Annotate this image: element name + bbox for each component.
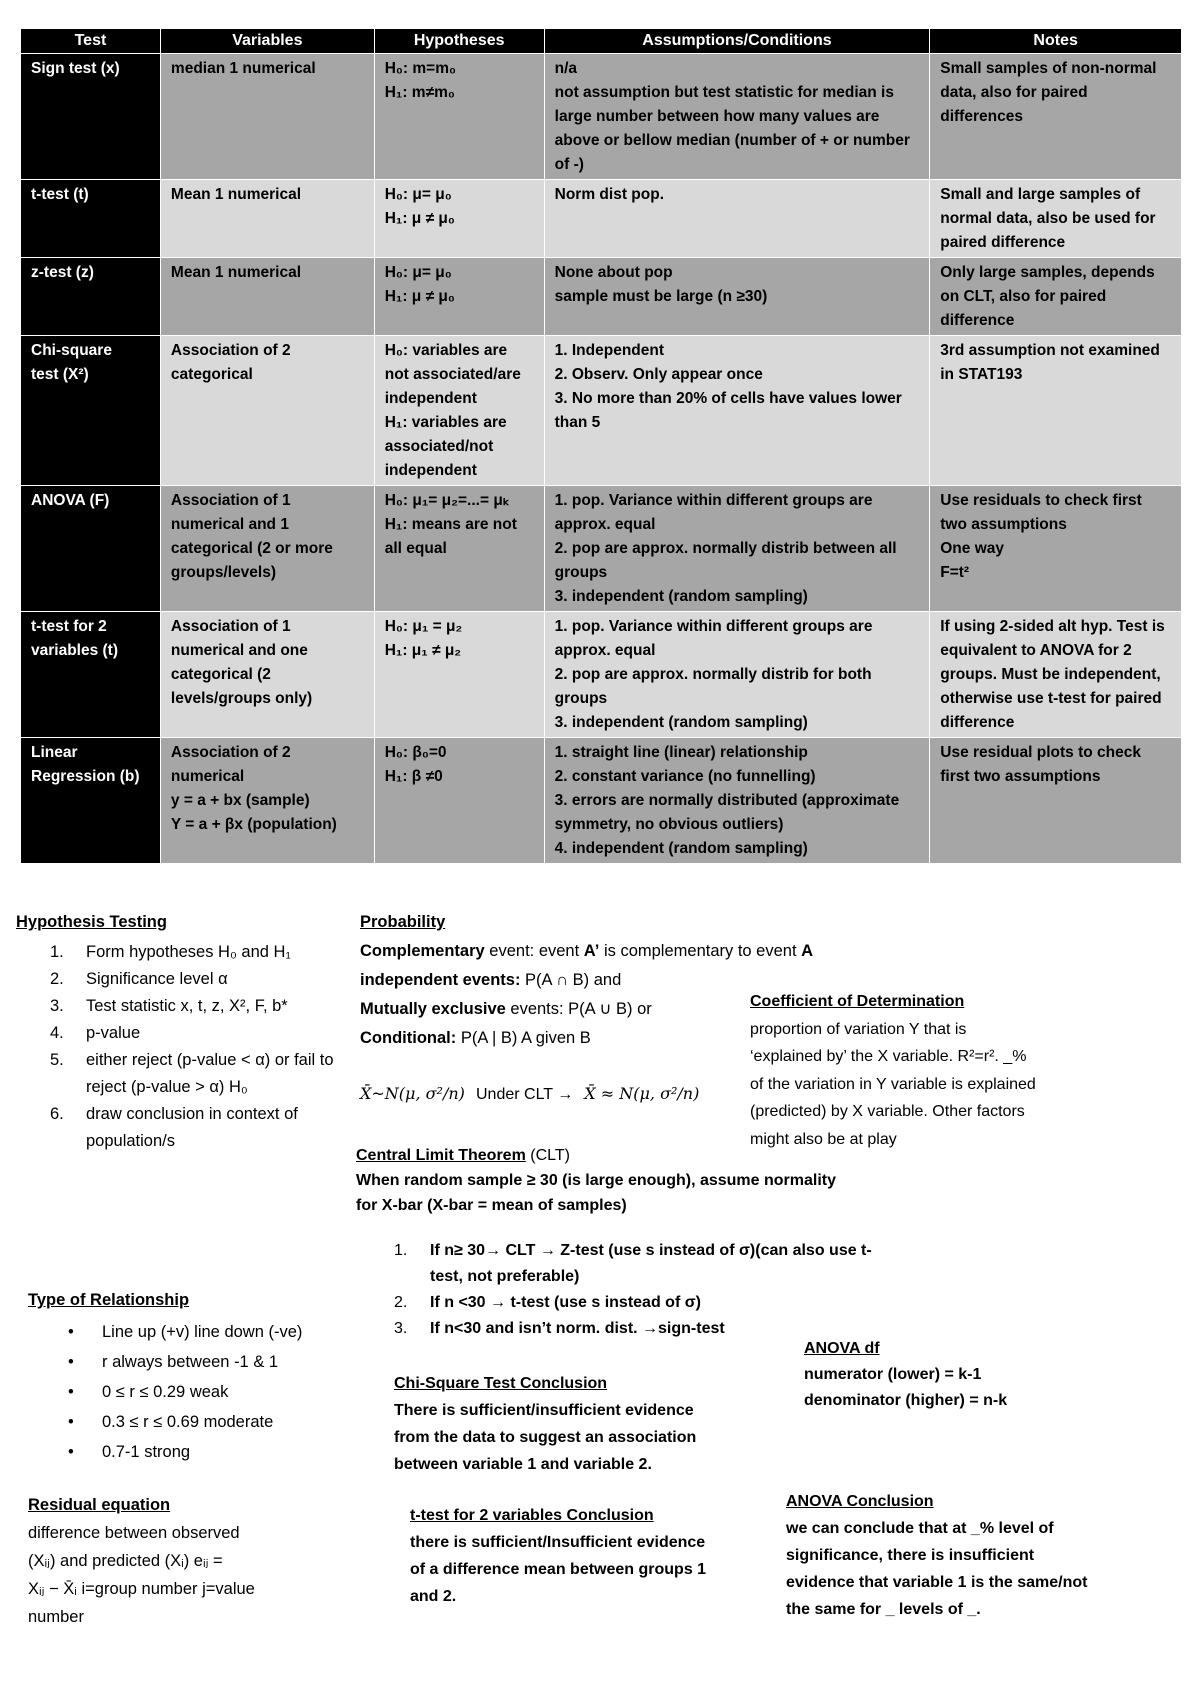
assumptions-line: 1. Independent <box>554 342 665 359</box>
cell-assumptions <box>544 54 930 180</box>
text-line: Xᵢⱼ − X̄ᵢ i=group number j=value <box>28 1580 255 1598</box>
cell-test <box>21 258 161 336</box>
hypotheses-line: H₀: μ= μ₀ <box>384 264 452 281</box>
cell-assumptions <box>544 486 930 612</box>
cell-variables <box>160 486 374 612</box>
variables-line: Association of 1 numerical and 1 categorical (2 or more groups/levels) <box>170 492 338 581</box>
probability-line <box>360 937 920 966</box>
cell-variables <box>160 258 374 336</box>
header-notes: Notes <box>930 29 1182 54</box>
variables-line: Association of 2 numerical <box>170 744 295 785</box>
chi-conclusion-text <box>394 1397 774 1478</box>
hypotheses-line: H₀: β₀=0 <box>384 744 447 761</box>
cell-test <box>21 738 161 864</box>
step-number: 4. <box>50 1024 64 1042</box>
cell-hypotheses <box>374 258 544 336</box>
cell-test <box>21 180 161 258</box>
cell-hypotheses <box>374 738 544 864</box>
cell-hypotheses <box>374 180 544 258</box>
variables-line: Mean 1 numerical <box>170 186 301 203</box>
residual-section <box>28 1491 368 1631</box>
hypotheses-line: H₀: variables are not associated/are independent <box>384 342 526 407</box>
cell-assumptions <box>544 258 930 336</box>
probability-fragment: P(A ∩ B) and <box>520 971 622 989</box>
step-number: 5. <box>50 1051 64 1069</box>
assumptions-line: sample must be large (n ≥30) <box>554 288 768 305</box>
variables-line: Association of 1 numerical and one categorical (2 levels/groups only) <box>170 618 313 707</box>
hypotheses-line: H₀: μ₁ = μ₂ <box>384 618 463 635</box>
item-number: 3. <box>394 1320 408 1337</box>
probability-fragment: Mutually exclusive <box>360 1000 506 1018</box>
assumptions-line: not assumption but test statistic for median is large number between how many values are above or bellow median (number of + or number of -) <box>554 84 915 173</box>
table-row <box>21 486 1182 612</box>
header-hypotheses: Hypotheses <box>374 29 544 54</box>
cell-notes <box>930 738 1182 864</box>
chi-conclusion-section <box>394 1370 774 1478</box>
list-item <box>16 1020 336 1047</box>
test-line: Sign test (x) <box>31 60 120 77</box>
test-line: Regression (b) <box>31 768 140 785</box>
text-line: there is sufficient/Insufficient evidence <box>410 1534 706 1551</box>
variables-line: y = a + bx (sample) <box>170 792 310 809</box>
assumptions-line: 2. pop are approx. normally distrib between all groups <box>554 540 901 581</box>
list-item <box>394 1290 874 1316</box>
assumptions-line: 3. No more than 20% of cells have values lower than 5 <box>554 390 907 431</box>
hypotheses-line: H₀: μ= μ₀ <box>384 186 452 203</box>
cod-heading: Coefficient of Determination <box>750 993 965 1010</box>
list-item <box>16 1101 336 1155</box>
text-line: numerator (lower) = k-1 <box>804 1366 982 1383</box>
notes-line: F=t² <box>940 564 970 581</box>
table-header-row <box>21 29 1182 54</box>
hypotheses-line: H₁: μ ≠ μ₀ <box>384 210 455 227</box>
list-item: • 0.7-1 strong <box>28 1437 368 1467</box>
clt-heading: Central Limit Theorem <box>356 1147 526 1164</box>
assumptions-line: None about pop <box>554 264 673 281</box>
residual-text <box>28 1519 368 1631</box>
assumptions-line: 2. pop are approx. normally distrib for both groups <box>554 666 876 707</box>
assumptions-line: Norm dist pop. <box>554 186 664 203</box>
hypotheses-line: H₀: μ₁= μ₂=...= μₖ <box>384 492 510 509</box>
t2-conclusion-heading: t-test for 2 variables Conclusion <box>410 1507 654 1524</box>
anova-conclusion-text <box>786 1515 1176 1623</box>
notes-line: Small and large samples of normal data, also be used for paired difference <box>940 186 1160 251</box>
step-text: p-value <box>86 1024 141 1042</box>
header-test: Test <box>21 29 161 54</box>
notes-line: One way <box>940 540 1004 557</box>
list-item <box>16 939 336 966</box>
step-text: Form hypotheses H₀ and H₁ <box>86 943 292 961</box>
assumptions-line: 4. independent (random sampling) <box>554 840 808 857</box>
cell-assumptions <box>544 612 930 738</box>
probability-fragment: A’ <box>583 942 600 960</box>
notes-line: If using 2-sided alt hyp. Test is equivalent to ANOVA for 2 groups. Must be independent, otherwise use t-test for paired difference <box>940 618 1170 731</box>
assumptions-line: 1. pop. Variance within different groups are approx. equal <box>554 618 877 659</box>
notes-line: Only large samples, depends on CLT, also for paired difference <box>940 264 1160 329</box>
cell-assumptions <box>544 738 930 864</box>
assumptions-line: 2. constant variance (no funnelling) <box>554 768 816 785</box>
assumptions-line: 3. independent (random sampling) <box>554 588 808 605</box>
chi-conclusion-heading: Chi-Square Test Conclusion <box>394 1375 608 1392</box>
probability-fragment: A <box>801 942 814 960</box>
text-line: ‘explained by’ the X variable. R²=r². _% <box>750 1048 1027 1065</box>
item-text: If n≥ 30→ CLT → Z-test (use s instead of σ)(can also use t-test, not preferable) <box>430 1242 872 1285</box>
cell-notes <box>930 258 1182 336</box>
clt-heading-suffix: (CLT) <box>525 1147 570 1164</box>
t2-conclusion-section <box>410 1502 780 1610</box>
test-line: Chi-square <box>31 342 112 359</box>
text-line: of a difference mean between groups 1 <box>410 1561 707 1578</box>
step-number: 6. <box>50 1105 64 1123</box>
text-line: (predicted) by X variable. Other factors <box>750 1103 1025 1120</box>
anova-conclusion-heading: ANOVA Conclusion <box>786 1493 934 1510</box>
table-row <box>21 180 1182 258</box>
cell-notes <box>930 180 1182 258</box>
cell-hypotheses <box>374 54 544 180</box>
list-item: • r always between -1 & 1 <box>28 1347 368 1377</box>
cod-text <box>750 1016 1180 1154</box>
list-item <box>16 1047 336 1101</box>
text-line: proportion of variation Y that is <box>750 1020 967 1038</box>
clt-text <box>356 1168 896 1218</box>
cell-variables <box>160 738 374 864</box>
formula-left: X̄~N(μ, σ²/n) <box>360 1084 465 1103</box>
text-line: difference between observed <box>28 1524 240 1542</box>
hypotheses-line: H₁: means are not all equal <box>384 516 522 557</box>
text-line: between variable 1 and variable 2. <box>394 1456 652 1473</box>
text-line: significance, there is insufficient <box>786 1547 1035 1564</box>
assumptions-line: 1. straight line (linear) relationship <box>554 744 808 761</box>
text-line: might also be at play <box>750 1130 897 1148</box>
t2-conclusion-text <box>410 1529 780 1610</box>
relationship-list <box>28 1317 368 1467</box>
cell-variables <box>160 612 374 738</box>
text-line: of the variation in Y variable is explained <box>750 1075 1036 1093</box>
list-item <box>16 993 336 1020</box>
cell-notes <box>930 612 1182 738</box>
text-line: denominator (higher) = n-k <box>804 1392 1008 1409</box>
cell-variables <box>160 54 374 180</box>
test-line: ANOVA (F) <box>31 492 110 509</box>
variables-line: median 1 numerical <box>170 60 316 77</box>
assumptions-line: 3. independent (random sampling) <box>554 714 808 731</box>
list-item <box>16 966 336 993</box>
cell-hypotheses <box>374 336 544 486</box>
step-text: Test statistic x, t, z, X², F, b* <box>86 997 288 1015</box>
list-item: • Line up (+v) line down (-ve) <box>28 1317 368 1347</box>
cell-notes <box>930 54 1182 180</box>
anova-df-heading: ANOVA df <box>804 1340 880 1357</box>
step-text: Significance level α <box>86 970 228 988</box>
text-line: number <box>28 1608 84 1626</box>
hypotheses-line: H₁: m≠m₀ <box>384 84 455 101</box>
assumptions-line: 3. errors are normally distributed (approximate symmetry, no obvious outliers) <box>554 792 904 833</box>
table-row <box>21 612 1182 738</box>
table-row <box>21 738 1182 864</box>
step-text: either reject (p-value < α) or fail to reject (p-value > α) H₀ <box>86 1051 334 1096</box>
step-number: 1. <box>50 943 64 961</box>
step-text: draw conclusion in context of population/s <box>86 1105 298 1150</box>
relationship-section <box>28 1288 368 1467</box>
cell-hypotheses <box>374 612 544 738</box>
assumptions-line: 1. pop. Variance within different groups are approx. equal <box>554 492 877 533</box>
table-row <box>21 258 1182 336</box>
formula-right: X̄ ≈ N(μ, σ²/n) <box>584 1084 700 1103</box>
test-line: z-test (z) <box>31 264 94 281</box>
text-line: for X-bar (X-bar = mean of samples) <box>356 1197 627 1214</box>
list-item: • 0 ≤ r ≤ 0.29 weak <box>28 1377 368 1407</box>
header-assumptions: Assumptions/Conditions <box>544 29 930 54</box>
cell-hypotheses <box>374 486 544 612</box>
text-line: There is sufficient/insufficient evidence <box>394 1402 694 1419</box>
test-line: t-test (t) <box>31 186 89 203</box>
text-line: evidence that variable 1 is the same/not <box>786 1574 1088 1591</box>
hypothesis-testing-heading: Hypothesis Testing <box>16 913 167 931</box>
list-item: • 0.3 ≤ r ≤ 0.69 moderate <box>28 1407 368 1437</box>
notes-line: Small samples of non-normal data, also for paired differences <box>940 60 1161 125</box>
clt-section <box>356 1143 896 1218</box>
hypothesis-testing-section <box>16 910 336 1155</box>
test-line: Linear <box>31 744 78 761</box>
probability-fragment: is complementary to event <box>599 942 802 960</box>
text-line: and 2. <box>410 1588 457 1605</box>
formula-mid: Under CLT → <box>475 1086 574 1103</box>
hypotheses-line: H₁: variables are associated/not independent <box>384 414 511 479</box>
clt-list <box>394 1238 874 1342</box>
text-line: (Xᵢⱼ) and predicted (Xᵢ) eᵢⱼ = <box>28 1552 223 1570</box>
table-row <box>21 336 1182 486</box>
hypotheses-line: H₁: μ₁ ≠ μ₂ <box>384 642 462 659</box>
text-line: we can conclude that at _% level of <box>786 1520 1054 1537</box>
cell-test <box>21 486 161 612</box>
item-number: 1. <box>394 1242 408 1259</box>
relationship-heading: Type of Relationship <box>28 1291 190 1309</box>
item-number: 2. <box>394 1294 408 1311</box>
cell-test <box>21 336 161 486</box>
notes-line: 3rd assumption not examined in STAT193 <box>940 342 1165 383</box>
notes-line: Use residual plots to check first two assumptions <box>940 744 1146 785</box>
hypothesis-steps-list <box>16 939 336 1155</box>
probability-fragment: Conditional: <box>360 1029 457 1047</box>
assumptions-line: 2. Observ. Only appear once <box>554 366 763 383</box>
probability-heading: Probability <box>360 913 446 931</box>
probability-fragment: Complementary <box>360 942 485 960</box>
cod-section <box>750 988 1180 1153</box>
variables-line: Association of 2 categorical <box>170 342 295 383</box>
cell-notes <box>930 486 1182 612</box>
hypotheses-line: H₀: m=m₀ <box>384 60 456 77</box>
variables-line: Mean 1 numerical <box>170 264 301 281</box>
cell-variables <box>160 336 374 486</box>
step-number: 2. <box>50 970 64 988</box>
item-text: If n<30 and isn’t norm. dist. →sign-test <box>430 1320 725 1337</box>
residual-heading: Residual equation <box>28 1496 171 1514</box>
item-text: If n <30 → t-test (use s instead of σ) <box>430 1294 701 1311</box>
list-item <box>394 1316 874 1342</box>
probability-fragment: events: P(A ∪ B) or <box>505 1000 652 1018</box>
anova-df-section <box>804 1336 1104 1414</box>
notes-line: Use residuals to check first two assumptions <box>940 492 1147 533</box>
text-line: the same for _ levels of _. <box>786 1601 981 1618</box>
step-number: 3. <box>50 997 64 1015</box>
test-line: test (X²) <box>31 366 89 383</box>
hypotheses-line: H₁: μ ≠ μ₀ <box>384 288 455 305</box>
cell-notes <box>930 336 1182 486</box>
probability-fragment: independent events: <box>360 971 521 989</box>
hypotheses-line: H₁: β ≠0 <box>384 768 443 785</box>
cell-assumptions <box>544 336 930 486</box>
variables-line: Y = a + βx (population) <box>170 816 337 833</box>
list-item <box>394 1238 874 1290</box>
probability-fragment: P(A | B) A given B <box>456 1029 591 1047</box>
anova-conclusion-section <box>786 1488 1176 1623</box>
table-row <box>21 54 1182 180</box>
assumptions-line: n/a <box>554 60 578 77</box>
test-line: t-test for 2 variables (t) <box>31 618 119 659</box>
probability-fragment: event: event <box>484 942 584 960</box>
cell-assumptions <box>544 180 930 258</box>
anova-df-text <box>804 1362 1104 1414</box>
stat-tests-table <box>20 28 1182 864</box>
cell-test <box>21 612 161 738</box>
cell-variables <box>160 180 374 258</box>
cell-test <box>21 54 161 180</box>
text-line: When random sample ≥ 30 (is large enough), assume normality <box>356 1172 837 1189</box>
clt-list-section <box>394 1238 874 1342</box>
header-variables: Variables <box>160 29 374 54</box>
text-line: from the data to suggest an association <box>394 1429 697 1446</box>
